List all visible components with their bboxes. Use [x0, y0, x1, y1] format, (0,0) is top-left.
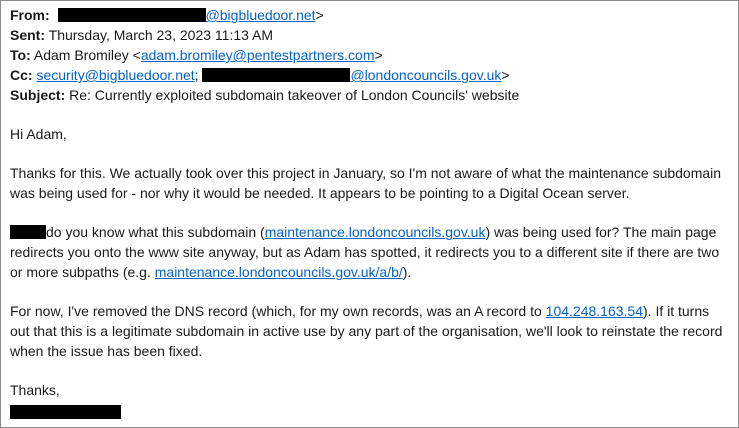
email-content: [10, 5, 732, 422]
cc-email-link-2[interactable]: @londoncouncils.gov.uk: [350, 67, 502, 83]
from-label: From:: [10, 7, 50, 23]
ip-address-link[interactable]: 104.248.163.54: [545, 303, 643, 319]
redacted-cc-name: [202, 68, 350, 82]
subdomain-link[interactable]: maintenance.londoncouncils.gov.uk: [264, 224, 486, 240]
cc-separator: ;: [194, 67, 199, 83]
sent-line: [10, 25, 732, 45]
redacted-sender-name: [58, 8, 206, 22]
cc-suffix: >: [501, 67, 510, 83]
from-email-link[interactable]: @bigbluedoor.net: [205, 7, 316, 23]
sent-value: Thursday, March 23, 2023 11:13 AM: [48, 27, 274, 43]
signature-line: [10, 402, 732, 422]
p2-text-a: do you know what this subdomain (: [46, 224, 265, 240]
cc-label: Cc:: [10, 67, 33, 83]
to-suffix: >: [374, 47, 383, 63]
to-name: Adam Bromiley <: [33, 47, 141, 63]
p2-text-b: ) was being used for? The main page redirects you onto the www site anyway, but as Adam has spotted, it redirects you to a different site if there are two or more subpaths (e.g.: [10, 224, 720, 280]
redacted-signature: [10, 405, 121, 419]
body-paragraph-1: Thanks for this. We actually took over this project in January, so I'm not aware of what the maintenance subdomain was being used for - nor why it would be needed. It appears to be pointing to a Digital Ocean server.: [10, 165, 722, 201]
p3-text-b: ). If it turns out that this is a legitimate subdomain in active use by any part of the organisation, we'll look to reinstate the record when the issue has been fixed.: [10, 303, 723, 359]
from-line: [10, 5, 732, 25]
subject-label: Subject:: [10, 87, 66, 103]
cc-email-link[interactable]: security@bigbluedoor.net: [36, 67, 195, 83]
signoff: Thanks,: [10, 382, 60, 398]
body-paragraph-3: [10, 301, 732, 361]
subject-value: Re: Currently exploited subdomain takeover of London Councils' website: [69, 87, 520, 103]
greeting: Hi Adam,: [10, 126, 67, 142]
to-line: [10, 45, 732, 65]
subject-line: [10, 85, 732, 105]
redacted-name: [10, 225, 46, 239]
p3-text-a: For now, I've removed the DNS record (which, for my own records, was an A record to: [10, 303, 546, 319]
to-email-link[interactable]: adam.bromiley@pentestpartners.com: [140, 47, 375, 63]
to-label: To:: [10, 47, 31, 63]
cc-line: [10, 65, 732, 85]
subpath-link[interactable]: maintenance.londoncouncils.gov.uk/a/b/: [154, 264, 403, 280]
p2-text-c: ).: [402, 264, 412, 280]
body-paragraph-2: [10, 222, 732, 282]
from-suffix: >: [315, 7, 324, 23]
sent-label: Sent:: [10, 27, 45, 43]
